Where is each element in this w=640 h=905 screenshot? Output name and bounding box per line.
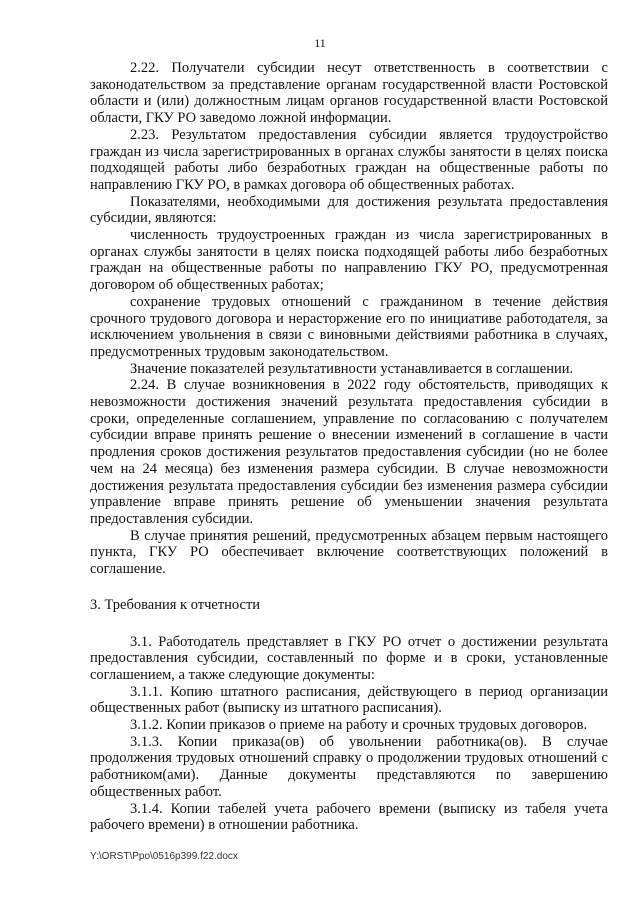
paragraph-2-22: 2.22. Получатели субсидии несут ответственность в соответствии с законодательством за представление органам государственной власти Ростовской области и (или) должностным лицам органов государственной власти Ростовской области, ГКУ РО заведомо ложной информации. [90, 60, 608, 127]
paragraph-indicator-retention: сохранение трудовых отношений с гражданином в течение действия срочного трудового договора и нерасторжение его по инициативе работодателя, за исключением увольнения в связи с виновными действиями работника в случаях, предусмотренных трудовым законодательством. [90, 293, 608, 360]
paragraph-2-24: 2.24. В случае возникновения в 2022 году обстоятельств, приводящих к невозможности достижения значений результата предоставления субсидии в сроки, определенные соглашением, управление по согласованию с получателем субсидии вправе принять решение о внесении изменений в соглашение в части продления сроков достижения результатов предоставления субсидии (но не более чем на 24 месяца) без изменения размера субсидии. В случае невозможности достижения результата предоставления субсидии без изменения размера субсидии управление вправе принять решение об уменьшении значения результата предоставления субсидии. [90, 377, 608, 527]
paragraph-3-1-1: 3.1.1. Копию штатного расписания, действующего в период организации общественных работ (выписку из штатного расписания). [90, 683, 608, 717]
paragraph-3-1-4: 3.1.4. Копии табелей учета рабочего времени (выписку из табеля учета рабочего времени) в отношении работника. [90, 800, 608, 834]
paragraph-3-1: 3.1. Работодатель представляет в ГКУ РО отчет о достижении результата предоставления субсидии, составленный по форме и в сроки, установленные соглашением, а также следующие документы: [90, 633, 608, 683]
paragraph-indicators-intro: Показателями, необходимыми для достижения результата предоставления субсидии, являются: [90, 193, 608, 227]
paragraph-indicator-employment: численность трудоустроенных граждан из числа зарегистрированных в органах службы занятости в целях поиска подходящей работы либо безработных граждан на общественные работы по направлению ГКУ РО, предусмотренная договором об общественных работах; [90, 227, 608, 294]
footer-file-path: Y:\ORST\Ppo\0516p399.f22.docx [90, 851, 238, 862]
paragraph-indicator-values: Значение показателей результативности устанавливается в соглашении. [130, 360, 574, 377]
document-body [90, 60, 608, 834]
paragraph-2-24-decisions: В случае принятия решений, предусмотренных абзацем первым настоящего пункта, ГКУ РО обеспечивает включение соответствующих положений в соглашение. [90, 527, 608, 578]
section-heading: 3. Требования к отчетности [90, 596, 261, 613]
paragraph-3-1-2: 3.1.2. Копии приказов о приеме на работу и срочных трудовых договоров. [130, 717, 588, 734]
page-number: 11 [314, 36, 326, 50]
paragraph-3-1-3: 3.1.3. Копии приказа(ов) об увольнении работника(ов). В случае продолжения трудовых отношений справку о продолжении трудовых отношений с работником(ами). Данные документы представляются по завершению общественных работ. [90, 733, 608, 800]
paragraph-2-23: 2.23. Результатом предоставления субсидии является трудоустройство граждан из числа зарегистрированных в органах службы занятости в целях поиска подходящей работы либо безработных граждан на общественные работы по направлению ГКУ РО, в рамках договора об общественных работах. [90, 126, 608, 193]
